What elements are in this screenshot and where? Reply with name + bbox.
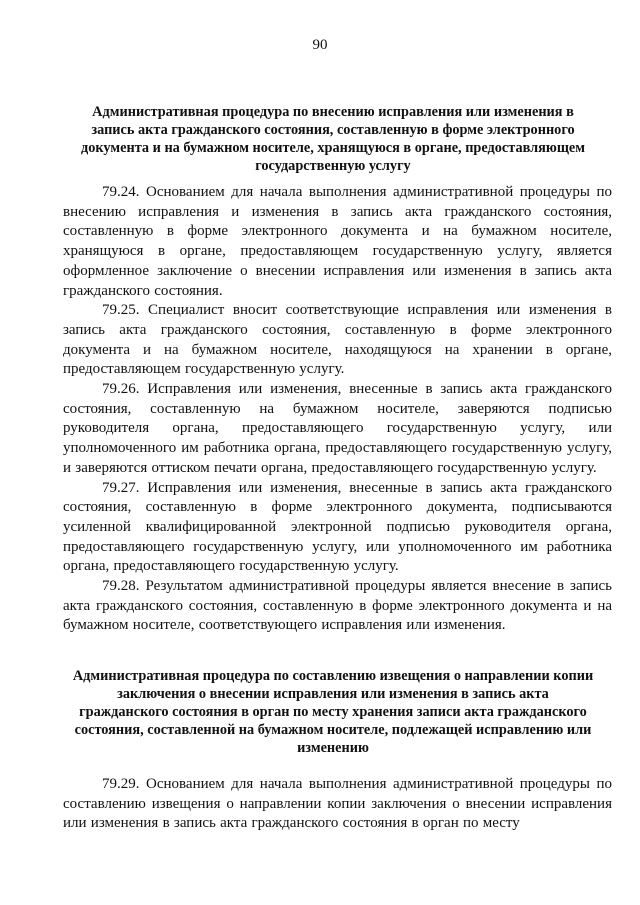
section-heading-2: Административная процедура по составлению извещения о направлении копии заключения о внесении исправления или изменения в запись акта гражданского состояния в орган по месту хранения записи акта гражданского состояния, составленной на бумажном носителе, подлежащей исправлению или изменению xyxy=(72,668,594,756)
paragraph-79-24: 79.24. Основанием для начала выполнения административной процедуры по внесению исправления и изменения в запись акта гражданского состояния, составленную в форме электронного документа и на бумажном носителе, хранящуюся в органе, предоставляющем государственную услугу, является оформленное заключение о внесении исправления или изменения в запись акта гражданского состояния. xyxy=(63,184,612,299)
section-heading-1: Административная процедура по внесению исправления или изменения в запись акта гражданского состояния, составленную в форме электронного документа и на бумажном носителе, хранящуюся в органе, предоставляющем государственную услугу xyxy=(81,104,585,174)
paragraph-79-25: 79.25. Специалист вносит соответствующие исправления или изменения в запись акта гражданского состояния, составленную в форме электронного документа и на бумажном носителе, находящуюся на хранении в органе, предоставляющем государственную услугу. xyxy=(63,302,612,378)
paragraph-79-29: 79.29. Основанием для начала выполнения административной процедуры по составлению извещения о направлении копии заключения о внесении исправления или изменения в запись акта гражданского состояния в орган по месту xyxy=(63,776,612,832)
paragraph-79-27: 79.27. Исправления или изменения, внесенные в запись акта гражданского состояния, составленную в форме электронного документа, подписываются усиленной квалифицированной электронной подписью руководителя органа, предоставляющего государственную услугу, или уполномоченного им работника органа, предоставляющего государственную услугу. xyxy=(63,479,612,575)
paragraph-79-26: 79.26. Исправления или изменения, внесенные в запись акта гражданского состояния, составленную на бумажном носителе, заверяются подписью руководителя органа, предоставляющего государственную услугу, или уполномоченного им работника органа, предоставляющего государственную услугу, и заверяются оттиском печати органа, предоставляющего государственную услугу. xyxy=(63,381,612,476)
section-body-2 xyxy=(63,775,612,834)
page-number: 90 xyxy=(312,37,328,53)
section-body-1 xyxy=(63,183,612,636)
paragraph-79-28: 79.28. Результатом административной процедуры является внесение в запись акта гражданского состояния, составленную в форме электронного документа и на бумажном носителе, соответствующего исправления или изменения. xyxy=(63,578,612,634)
